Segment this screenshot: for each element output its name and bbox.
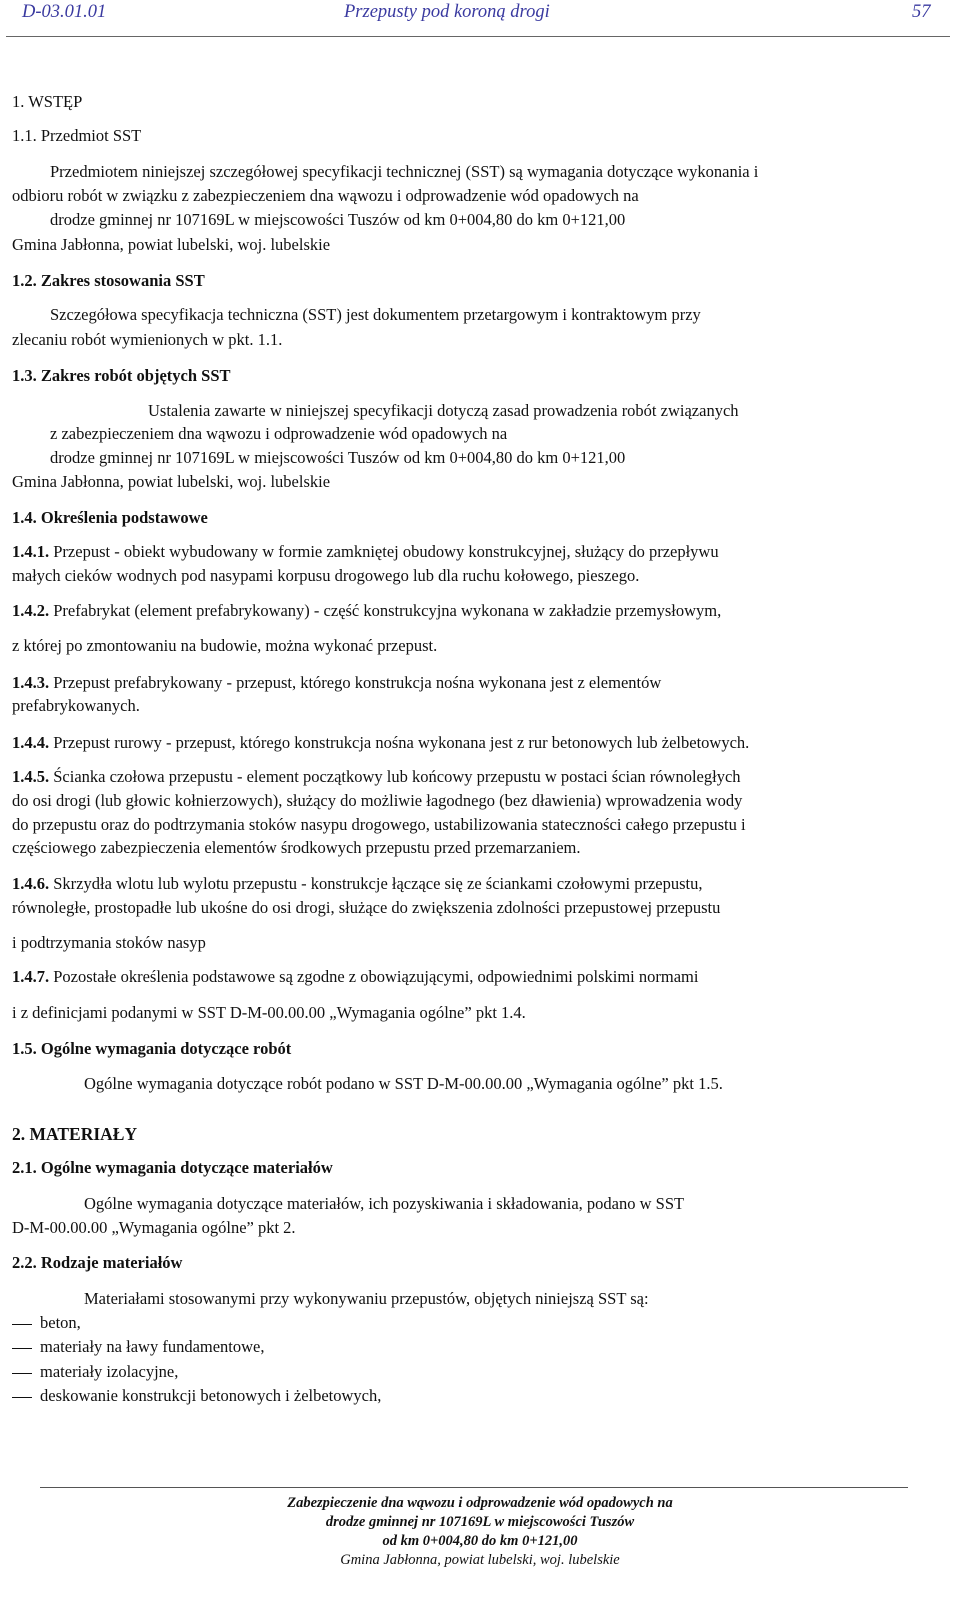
paragraph-line: częściowego zabezpieczenia elementów środkowych przepustu przed przemarzaniem. [12, 838, 581, 857]
list-item: materiały izolacyjne, [40, 1362, 179, 1381]
subsection-heading-2-1: 2.1. Ogólne wymagania dotyczące materiałów [12, 1158, 333, 1177]
paragraph-line: równoległe, prostopadłe lub ukośne do osi drogi, służące do zwiększenia zdolności przepustowej przepustu [12, 898, 721, 917]
paragraph-line: Gmina Jabłonna, powiat lubelski, woj. lubelskie [12, 472, 331, 491]
definition-number: 1.4.2. [12, 601, 50, 620]
paragraph-line: D-M-00.00.00 „Wymagania ogólne” pkt 2. [12, 1218, 296, 1237]
paragraph-line: z której po zmontowaniu na budowie, można wykonać przepust. [12, 636, 438, 655]
definition-1-4-3 [12, 674, 661, 693]
definition-1-4-6 [12, 875, 703, 894]
paragraph-line: prefabrykowanych. [12, 696, 140, 715]
subsection-heading-1-1: 1.1. Przedmiot SST [12, 126, 142, 145]
definition-text: Skrzydła wlotu lub wylotu przepustu - konstrukcje łączące się ze ściankami czołowymi przepustu, [49, 874, 703, 893]
paragraph-line: odbioru robót w związku z zabezpieczeniem dna wąwozu i odprowadzenie wód opadowych na [12, 186, 639, 205]
subsection-heading-1-2: 1.2. Zakres stosowania SST [12, 271, 205, 290]
paragraph-line: małych cieków wodnych pod nasypami korpusu drogowego lub dla ruchu kołowego, pieszego. [12, 566, 640, 585]
definition-text: Ścianka czołowa przepustu - element początkowy lub końcowy przepustu w postaci ścian równoległych [49, 767, 741, 786]
list-item: deskowanie konstrukcji betonowych i żelbetowych, [40, 1386, 382, 1405]
paragraph-line: Przedmiotem niniejszej szczegółowej specyfikacji technicznej (SST) są wymagania dotyczące wykonania i [50, 162, 759, 181]
definition-number: 1.4.5. [12, 767, 50, 786]
definition-1-4-4 [12, 734, 749, 753]
paragraph-line: zlecaniu robót wymienionych w pkt. 1.1. [12, 330, 283, 349]
header-page-number: 57 [912, 2, 931, 22]
definition-number: 1.4.4. [12, 733, 50, 752]
paragraph-line: drodze gminnej nr 107169L w miejscowości Tuszów od km 0+004,80 do km 0+121,00 [50, 210, 626, 229]
section-heading-1: 1. WSTĘP [12, 92, 83, 111]
definition-text: Pozostałe określenia podstawowe są zgodne z obowiązującymi, odpowiednimi polskimi normami [49, 967, 699, 986]
paragraph-line: Szczegółowa specyfikacja techniczna (SST) jest dokumentem przetargowym i kontraktowym przy [50, 305, 701, 324]
paragraph-line: Ustalenia zawarte w niniejszej specyfikacji dotyczą zasad prowadzenia robót związanych [148, 401, 739, 420]
definition-1-4-7 [12, 968, 698, 987]
definition-number: 1.4.7. [12, 967, 50, 986]
subsection-heading-1-4: 1.4. Określenia podstawowe [12, 508, 208, 527]
header-rule [6, 36, 950, 37]
list-item: materiały na ławy fundamentowe, [40, 1337, 265, 1356]
definition-number: 1.4.3. [12, 673, 50, 692]
footer-line: Zabezpieczenie dna wąwozu i odprowadzenie wód opadowych na [287, 1495, 673, 1511]
definition-number: 1.4.6. [12, 874, 50, 893]
paragraph-line: i podtrzymania stoków nasyp [12, 933, 206, 952]
paragraph-line: do osi drogi (lub głowic kołnierzowych), służący do możliwie łagodnego (bez dławienia) wprowadzenia wody [12, 791, 743, 810]
list-bullet-dash [12, 1348, 32, 1349]
definition-text: Przepust rurowy - przepust, którego konstrukcja nośna wykonana jest z rur betonowych lub żelbetowych. [49, 733, 750, 752]
paragraph-line: i z definicjami podanymi w SST D-M-00.00.00 „Wymagania ogólne” pkt 1.4. [12, 1003, 526, 1022]
footer-line: od km 0+004,80 do km 0+121,00 [382, 1533, 578, 1549]
subsection-heading-1-3: 1.3. Zakres robót objętych SST [12, 366, 231, 385]
definition-1-4-5 [12, 768, 741, 787]
list-bullet-dash [12, 1397, 32, 1398]
paragraph-line: do przepustu oraz do podtrzymania stoków nasypu drogowego, ustabilizowania stateczności całego przepustu i [12, 815, 746, 834]
definition-text: Prefabrykat (element prefabrykowany) - część konstrukcyjna wykonana w zakładzie przemysłowym, [49, 601, 722, 620]
paragraph-line: drodze gminnej nr 107169L w miejscowości Tuszów od km 0+004,80 do km 0+121,00 [50, 448, 626, 467]
section-heading-2: 2. MATERIAŁY [12, 1124, 138, 1144]
list-bullet-dash [12, 1373, 32, 1374]
list-bullet-dash [12, 1324, 32, 1325]
paragraph-line: Materiałami stosowanymi przy wykonywaniu przepustów, objętych niniejszą SST są: [84, 1289, 649, 1308]
header-doc-code: D-03.01.01 [22, 2, 107, 22]
list-item: beton, [40, 1313, 81, 1332]
footer-line: Gmina Jabłonna, powiat lubelski, woj. lubelskie [340, 1552, 620, 1568]
footer-line: drodze gminnej nr 107169L w miejscowości Tuszów [325, 1514, 635, 1530]
definition-text: Przepust - obiekt wybudowany w formie zamkniętej obudowy konstrukcyjnej, służący do przepływu [49, 542, 719, 561]
paragraph-line: z zabezpieczeniem dna wąwozu i odprowadzenie wód opadowych na [50, 424, 508, 443]
definition-number: 1.4.1. [12, 542, 50, 561]
subsection-heading-1-5: 1.5. Ogólne wymagania dotyczące robót [12, 1039, 292, 1058]
paragraph-line: Ogólne wymagania dotyczące materiałów, ich pozyskiwania i składowania, podano w SST [84, 1194, 685, 1213]
paragraph-line: Gmina Jabłonna, powiat lubelski, woj. lubelskie [12, 235, 331, 254]
definition-1-4-1 [12, 543, 719, 562]
definition-text: Przepust prefabrykowany - przepust, którego konstrukcja nośna wykonana jest z elementów [49, 673, 662, 692]
subsection-heading-2-2: 2.2. Rodzaje materiałów [12, 1253, 183, 1272]
paragraph-line: Ogólne wymagania dotyczące robót podano w SST D-M-00.00.00 „Wymagania ogólne” pkt 1.5. [84, 1074, 723, 1093]
footer-rule [40, 1487, 908, 1488]
header-title: Przepusty pod koroną drogi [344, 2, 550, 22]
definition-1-4-2 [12, 602, 721, 621]
